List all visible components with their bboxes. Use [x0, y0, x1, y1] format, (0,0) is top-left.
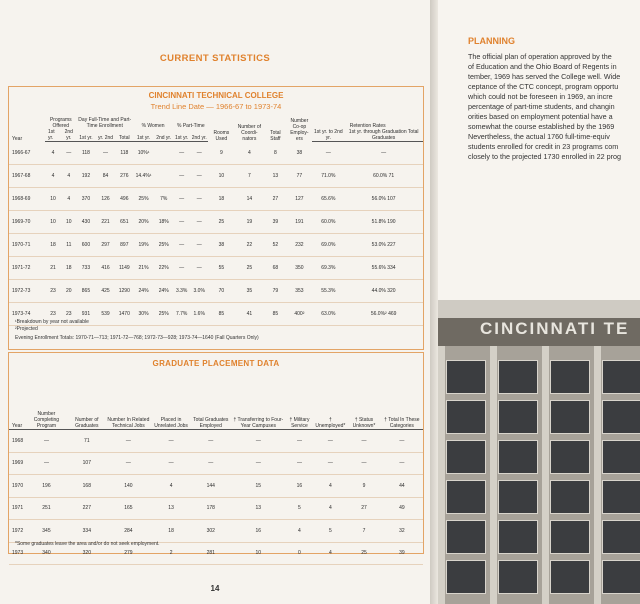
trend-cell: 126: [101, 196, 110, 202]
trend-cell: 51.8% 190: [371, 219, 396, 225]
trend-cell: —: [196, 242, 202, 248]
trend-cell: 1968-69: [12, 196, 31, 202]
building-window: [498, 560, 538, 594]
building-window: [446, 440, 486, 474]
trend-cell: 22%: [158, 265, 169, 271]
trend-table-box: [8, 86, 424, 350]
placement-cell: 49: [399, 505, 405, 512]
trend-cell: 55.3%: [321, 288, 336, 294]
trend-table-subtitle: Trend Line Date — 1966-67 to 1973-74: [150, 102, 282, 111]
trend-cell: 8: [273, 149, 277, 156]
placement-col-header: † Unemployed*: [313, 387, 347, 430]
trend-cell: 60.0%: [321, 219, 336, 225]
col-pt-1st: 1st yr.: [173, 129, 190, 142]
trend-cell: 60.0% 71: [373, 173, 395, 179]
trend-cell: 65.6%: [321, 196, 336, 202]
trend-cell: 276: [120, 173, 129, 179]
trend-cell: 370: [81, 196, 91, 202]
trend-cell: —: [179, 219, 185, 225]
trend-cell: 21: [50, 265, 56, 271]
trend-cell: 25%: [158, 311, 169, 317]
placement-cell: 1972: [12, 527, 24, 534]
placement-col-header: Number of Graduates: [69, 387, 105, 430]
placement-cell: 1968: [12, 437, 24, 444]
placement-cell: 178: [206, 505, 215, 512]
trend-row: [9, 165, 423, 188]
col-women-2nd: 2nd yr.: [154, 129, 173, 142]
trend-cell: 44.0% 320: [371, 288, 396, 294]
trend-cell: 23: [50, 311, 56, 317]
trend-cell: 68: [272, 265, 279, 271]
trend-cell: 1973-74: [12, 311, 31, 317]
placement-cell: —: [296, 460, 302, 467]
trend-cell: 350: [295, 265, 304, 271]
trend-cell: 20: [66, 288, 72, 294]
trend-cell: 18: [50, 242, 56, 248]
trend-cell: 24%: [138, 288, 149, 294]
trend-cell: 56.0% 107: [371, 196, 396, 202]
trend-cell: —: [179, 242, 185, 248]
trend-cell: 20%: [138, 219, 149, 225]
planning-line: Nevertheless, the actual 1760 full-time-equiv: [468, 132, 610, 141]
trend-cell: 10: [50, 196, 56, 202]
trend-cell: —: [179, 173, 185, 179]
placement-cell: 284: [124, 527, 133, 534]
placement-cell: 1970: [12, 482, 24, 489]
trend-row: [9, 142, 423, 165]
trend-cell: 30%: [138, 311, 149, 317]
trend-cell: 53.0% 227: [371, 242, 396, 248]
placement-cell: 334: [82, 527, 91, 534]
placement-cell: —: [168, 460, 174, 467]
placement-cell: 4: [328, 482, 332, 489]
trend-cell: —: [196, 219, 202, 225]
placement-cell: —: [125, 437, 131, 444]
trend-cell: 353: [295, 288, 304, 294]
trend-cell: 221: [101, 219, 110, 225]
placement-cell: 25: [361, 550, 367, 557]
trend-cell: 35: [246, 288, 253, 294]
placement-cell: 1969: [12, 460, 24, 467]
placement-cell: —: [208, 460, 214, 467]
trend-cell: —: [66, 150, 72, 156]
trend-cell: 1470: [118, 311, 130, 317]
trend-cell: 19: [246, 219, 253, 225]
trend-cell: 897: [120, 242, 129, 248]
placement-footnote: *Some graduates leave the area and/or do not seek employment.: [15, 541, 160, 547]
building-window: [498, 440, 538, 474]
trend-cell: 1969-70: [12, 219, 31, 225]
trend-cell: 7%: [160, 196, 168, 202]
building-window: [602, 440, 640, 474]
trend-cell: 10%¹: [137, 150, 150, 156]
planning-line: tember, 1969 has served the College well. Wide: [468, 72, 621, 81]
trend-table-title: CINCINNATI TECHNICAL COLLEGE: [148, 91, 284, 100]
col-programs-1st: 1st yr.: [45, 129, 61, 142]
trend-cell: [154, 165, 173, 188]
trend-cell: 38: [218, 242, 225, 248]
trend-cell: 191: [295, 219, 304, 225]
trend-cell: 25%: [158, 242, 169, 248]
placement-cell: 140: [124, 482, 133, 489]
trend-cell: 18: [218, 196, 225, 202]
placement-table-title: GRADUATE PLACEMENT DATA: [152, 359, 280, 368]
col-coordinators: Number of Coordi-nators: [237, 123, 262, 142]
evening-enrollment-note: Evening Enrollment Totals: 1970-71—713; 1971-72—768; 1972-73—928; 1973-74—1640 (Fall Quarters Only): [15, 335, 259, 341]
placement-cell: 18: [168, 527, 174, 534]
planning-line: orities based on employment potential have a: [468, 112, 613, 121]
planning-line: somewhat the course established by the 1969: [468, 122, 615, 131]
building-window: [550, 520, 590, 554]
placement-cell: 4: [328, 550, 332, 557]
trend-row: [9, 234, 423, 257]
placement-cell: —: [399, 437, 405, 444]
placement-cell: 281: [206, 550, 215, 557]
building-window: [602, 520, 640, 554]
trend-cell: —: [103, 150, 109, 156]
building-window: [602, 400, 640, 434]
col-parttime: % Part-Time: [177, 123, 205, 129]
placement-cell: 279: [124, 550, 133, 557]
building-window: [550, 400, 590, 434]
trend-cell: —: [179, 196, 185, 202]
placement-cell: 16: [255, 527, 262, 534]
trend-cell: 14.4%¹: [135, 173, 152, 179]
trend-cell: 7.7%: [175, 311, 188, 317]
placement-cell: 4: [328, 505, 332, 512]
trend-cell: 1967-68: [12, 173, 31, 179]
trend-cell: 733: [81, 265, 91, 271]
trend-cell: 56.0%² 469: [370, 311, 397, 317]
placement-col-header: Year: [9, 387, 24, 430]
placement-cell: 15: [255, 482, 262, 489]
placement-cell: 32: [399, 527, 405, 534]
trend-cell: 85: [218, 311, 225, 317]
placement-row: [9, 475, 423, 498]
trend-cell: 71.0%: [321, 173, 336, 179]
trend-cell: —: [179, 265, 185, 271]
col-programs: Programs Offered: [49, 117, 72, 129]
trend-cell: [154, 142, 173, 165]
col-enroll-2nd: yr. 2nd: [95, 129, 115, 142]
col-ret-grad: 1st yr. through Graduation Total Graduates: [344, 129, 423, 142]
planning-line: which could not be foreseen in 1969, an incre: [468, 92, 613, 101]
trend-cell: 4: [51, 150, 55, 156]
trend-cell: 41: [246, 311, 253, 317]
placement-cell: 10: [255, 550, 262, 557]
placement-cell: 0: [298, 550, 301, 557]
placement-cell: —: [208, 437, 214, 444]
placement-cell: 251: [42, 505, 51, 512]
building-window: [446, 400, 486, 434]
placement-cell: —: [255, 437, 261, 444]
building-window: [550, 440, 590, 474]
planning-line: of Education and the Ohio Board of Regents in: [468, 62, 617, 71]
placement-cell: —: [327, 437, 333, 444]
trend-cell: 18%: [158, 219, 169, 225]
building-sign: CINCINNATI TE: [480, 319, 630, 338]
trend-cell: 25%: [138, 196, 149, 202]
building-window: [446, 560, 486, 594]
trend-cell: —: [196, 196, 202, 202]
trend-cell: 118: [120, 150, 129, 156]
building-window: [602, 480, 640, 514]
placement-row: [9, 452, 423, 475]
col-ret-1st: 1st yr. to 2nd yr.: [314, 129, 343, 141]
trend-cell: 496: [120, 196, 129, 202]
trend-cell: 400²: [294, 311, 305, 317]
placement-cell: 320: [82, 550, 91, 557]
trend-cell: 13: [272, 173, 279, 179]
col-rooms: Rooms Used: [213, 129, 230, 142]
building-window: [550, 560, 590, 594]
placement-cell: 1973: [12, 550, 24, 557]
trend-cell: 19%: [138, 242, 149, 248]
trend-cell: 63.0%: [321, 311, 336, 317]
trend-cell: 11: [66, 242, 72, 248]
trend-cell: 21%: [138, 265, 149, 271]
col-coop: Number Co-op Employ-ers: [290, 117, 309, 142]
trend-cell: —: [196, 265, 202, 271]
building-window: [498, 400, 538, 434]
placement-cell: 13: [168, 505, 174, 512]
col-staff: Total Staff: [270, 129, 281, 142]
placement-cell: 5: [298, 505, 301, 512]
col-pt-2nd: 2nd yr.: [190, 129, 208, 142]
building-window: [446, 360, 486, 394]
trend-cell: 52: [272, 242, 279, 248]
placement-table: [9, 387, 423, 565]
placement-cell: 302: [206, 527, 215, 534]
trend-cell: 3.3%: [175, 288, 188, 294]
col-enrollment: Day Full-Time and Part-Time Enrollment: [78, 117, 132, 129]
placement-cell: 227: [82, 505, 91, 512]
trend-cell: 27: [272, 196, 279, 202]
page-number: 14: [210, 584, 220, 593]
trend-cell: 127: [295, 196, 304, 202]
col-enroll-1st: 1st yr.: [77, 129, 96, 142]
trend-cell: 1966-67: [12, 149, 31, 156]
trend-cell: 10: [218, 173, 225, 179]
trend-cell: 232: [295, 242, 304, 248]
trend-cell: 4: [67, 173, 71, 179]
trend-cell: 10: [50, 219, 56, 225]
trend-cell: 4: [51, 173, 55, 179]
trend-cell: 39: [272, 219, 279, 225]
trend-cell: 4: [247, 149, 251, 156]
trend-cell: —: [381, 150, 387, 156]
trend-cell: 430: [81, 219, 91, 225]
placement-cell: 168: [82, 482, 91, 489]
trend-cell: 539: [101, 311, 110, 317]
col-retention: Retention Rates: [349, 123, 386, 129]
trend-cell: 425: [101, 288, 110, 294]
trend-cell: 77: [296, 173, 303, 179]
building-window: [498, 480, 538, 514]
trend-cell: —: [325, 150, 331, 156]
building-window: [498, 360, 538, 394]
placement-table-box: [8, 352, 424, 557]
trend-cell: 1290: [118, 288, 130, 294]
placement-cell: 5: [328, 527, 332, 534]
building-window: [550, 360, 590, 394]
trend-cell: 651: [120, 219, 129, 225]
trend-cell: 9: [219, 149, 223, 156]
trend-cell: 22: [246, 242, 253, 248]
page-fold: [430, 0, 438, 604]
trend-cell: 18: [66, 265, 72, 271]
placement-cell: 71: [84, 437, 90, 444]
placement-cell: 196: [42, 482, 51, 489]
trend-cell: 23: [66, 311, 72, 317]
col-women: % Women: [141, 123, 165, 129]
building-window: [602, 360, 640, 394]
trend-cell: 10: [66, 219, 72, 225]
trend-cell: 14: [246, 196, 253, 202]
building-window: [446, 520, 486, 554]
placement-cell: —: [168, 437, 174, 444]
footnote-breakdown: ¹Breakdown by year not available: [15, 319, 89, 325]
planning-line: ceptance of the CTC concept, program opportu: [468, 82, 619, 91]
trend-cell: —: [179, 150, 185, 156]
placement-col-header: † Total In These Categories: [381, 387, 423, 430]
planning-line: percentage of part-time students, and changin: [468, 102, 615, 111]
trend-cell: —: [196, 150, 202, 156]
trend-cell: 69.3%: [321, 265, 336, 271]
planning-paragraph: [468, 52, 640, 162]
trend-cell: 297: [101, 242, 110, 248]
trend-cell: 7: [247, 173, 251, 179]
trend-cell: 4: [67, 196, 71, 202]
planning-heading: PLANNING: [468, 36, 515, 46]
placement-col-header: † Transferring to Four-Year Campuses: [231, 387, 285, 430]
footnote-projected: ²Projected: [15, 326, 38, 332]
trend-row: [9, 188, 423, 211]
trend-cell: 69.0%: [321, 242, 336, 248]
placement-cell: 9: [362, 482, 366, 489]
placement-col-header: † Military Service: [285, 387, 313, 430]
placement-cell: —: [43, 437, 49, 444]
placement-cell: 1971: [12, 505, 24, 512]
placement-cell: —: [255, 460, 261, 467]
placement-cell: 39: [399, 550, 405, 557]
placement-cell: —: [125, 460, 131, 467]
placement-cell: 27: [361, 505, 367, 512]
placement-row: [9, 430, 423, 453]
placement-col-header: Number In Related Technical Jobs: [105, 387, 152, 430]
building-photo: [438, 300, 640, 604]
trend-cell: 865: [81, 288, 91, 294]
placement-cell: 165: [124, 505, 133, 512]
placement-cell: —: [399, 460, 405, 467]
trend-cell: 600: [81, 242, 91, 248]
placement-cell: —: [327, 460, 333, 467]
current-statistics-heading: CURRENT STATISTICS: [159, 53, 271, 64]
placement-row: [9, 497, 423, 520]
placement-cell: 340: [42, 550, 51, 557]
placement-cell: 144: [206, 482, 215, 489]
trend-cell: 1149: [118, 265, 130, 271]
trend-row: [9, 280, 423, 303]
col-programs-2nd: 2nd yr.: [61, 129, 77, 142]
placement-cell: —: [361, 437, 367, 444]
trend-cell: 23: [50, 288, 56, 294]
placement-cell: 4: [298, 527, 301, 534]
trend-row: [9, 257, 423, 280]
building-window: [550, 480, 590, 514]
trend-row: [9, 211, 423, 234]
placement-col-header: Number Completing Program: [24, 387, 69, 430]
trend-cell: 55.6% 334: [371, 265, 396, 271]
trend-cell: 25: [218, 219, 225, 225]
trend-cell: 70: [218, 288, 225, 294]
trend-cell: 3.0%: [193, 288, 205, 294]
trend-cell: 1970-71: [12, 242, 31, 248]
placement-cell: 2: [169, 550, 173, 557]
trend-cell: 24%: [158, 288, 169, 294]
placement-cell: 345: [42, 527, 51, 534]
placement-cell: 44: [399, 482, 405, 489]
placement-cell: —: [361, 460, 367, 467]
building-window: [602, 560, 640, 594]
planning-line: closely to the projected 1730 enrolled in 22 prog: [468, 152, 622, 161]
placement-cell: —: [296, 437, 302, 444]
trend-cell: 1972-73: [12, 288, 31, 294]
trend-cell: 118: [81, 150, 90, 156]
building-window: [498, 520, 538, 554]
placement-cell: 13: [255, 505, 262, 512]
trend-cell: 192: [81, 173, 91, 179]
building-window: [446, 480, 486, 514]
planning-line: students enrolled for credit in 23 programs com: [468, 142, 619, 151]
trend-cell: 38: [296, 149, 303, 156]
placement-cell: 107: [82, 460, 91, 467]
placement-cell: 4: [169, 482, 173, 489]
placement-row: [9, 520, 423, 543]
placement-col-header: Total Graduates Employed: [190, 387, 231, 430]
placement-cell: 7: [362, 527, 366, 534]
col-total: Total: [116, 129, 133, 142]
trend-cell: —: [196, 173, 202, 179]
trend-cell: 79: [272, 288, 279, 294]
trend-table: [9, 117, 423, 326]
trend-cell: 25: [246, 265, 253, 271]
trend-cell: 84: [102, 173, 109, 179]
trend-cell: 416: [101, 265, 110, 271]
col-women-1st: 1st yr.: [133, 129, 154, 142]
placement-cell: —: [43, 460, 49, 467]
trend-cell: 55: [218, 265, 225, 271]
placement-col-header: † Status Unknown*: [347, 387, 380, 430]
trend-cell: 1.6%: [193, 311, 205, 317]
placement-col-header: Placed in Unrelated Jobs: [152, 387, 190, 430]
trend-cell: 1971-72: [12, 265, 31, 271]
trend-cell: 931: [81, 311, 91, 317]
trend-cell: 85: [272, 311, 279, 317]
col-year: Year: [12, 135, 23, 142]
planning-line: The official plan of operation approved by the: [468, 52, 612, 61]
placement-cell: 16: [296, 482, 303, 489]
